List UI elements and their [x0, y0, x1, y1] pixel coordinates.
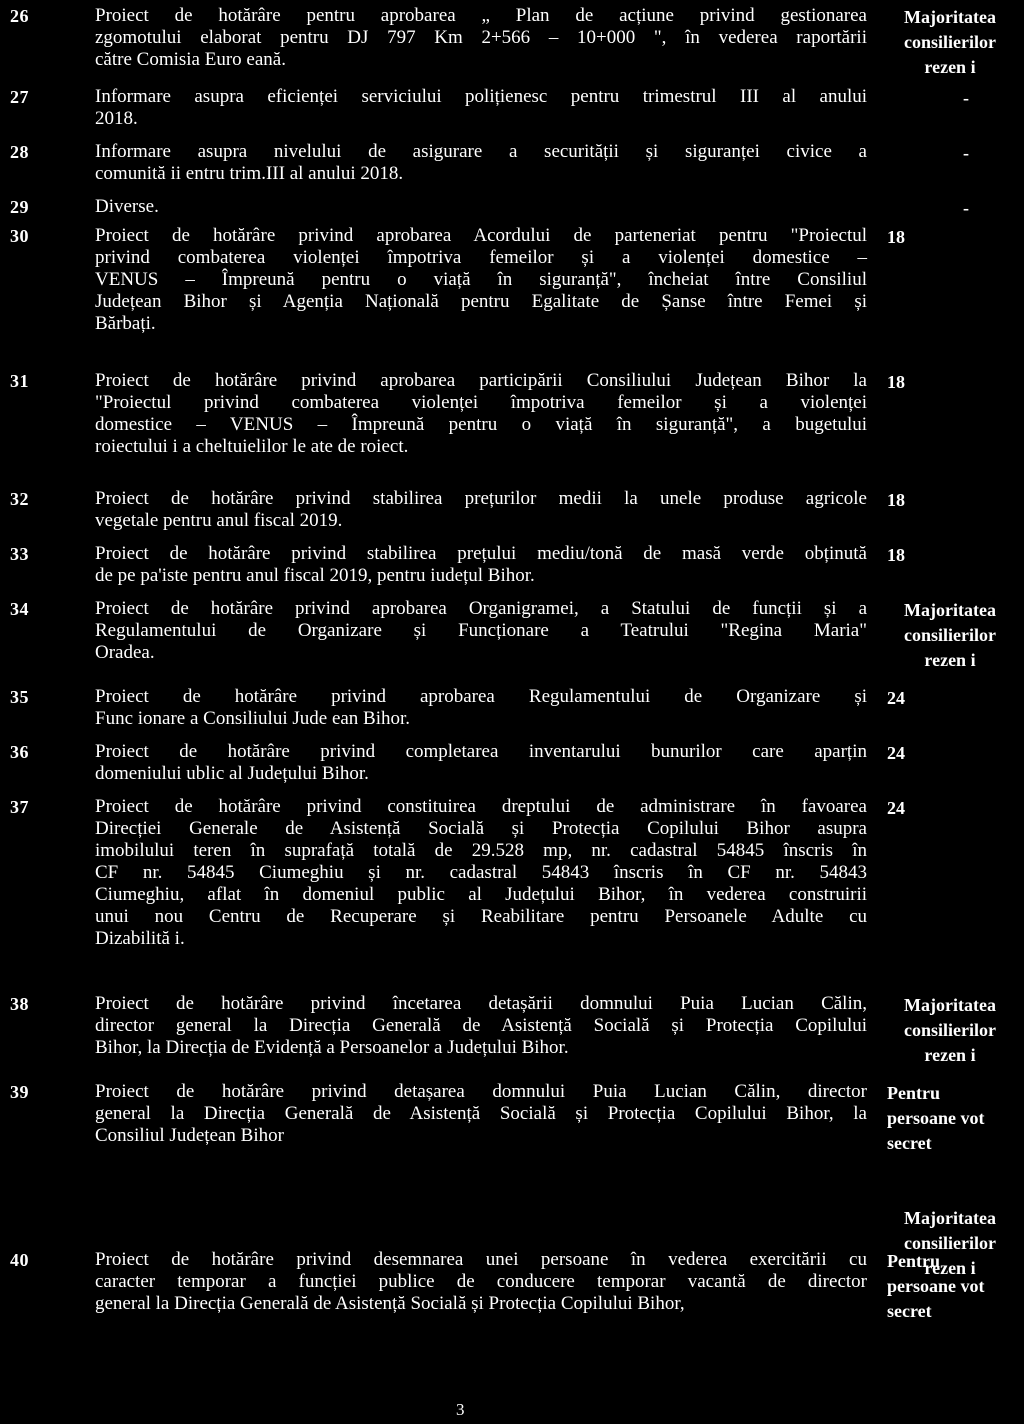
row-number: 33 — [10, 544, 29, 564]
vote-line: - — [963, 198, 969, 218]
text-line: Dizabilită i. — [95, 928, 185, 949]
text-line: unui nou Centru de Recuperare și Reabilitare pentru Persoanele Adulte cu — [95, 906, 867, 927]
text-line: Proiect de hotărâre privind desemnarea unei persoane în vederea exercitării cu — [95, 1249, 867, 1270]
text-line: Proiect de hotărâre privind constituirea dreptului de administrare în favoarea — [95, 796, 867, 817]
text-line: Bihor, la Direcția de Evidență a Persoanelor a Județului Bihor. — [95, 1037, 569, 1058]
vote-line: 18 — [887, 227, 905, 247]
text-line: Consiliul Județean Bihor — [95, 1125, 284, 1146]
vote-line: secret — [887, 1133, 932, 1153]
vote-line: - — [963, 88, 969, 108]
vote-line: Majoritatea — [904, 7, 996, 27]
text-line: Oradea. — [95, 642, 155, 663]
text-line: Ciumeghiu, aflat în domeniul public al Județului Bihor, în vederea construirii — [95, 884, 867, 905]
text-line: Județean Bihor și Agenția Națională pentru Egalitate de Șanse între Femei și — [95, 291, 867, 312]
text-line: CF nr. 54845 Ciumeghiu și nr. cadastral 54843 înscris în CF nr. 54843 — [95, 862, 867, 883]
text-line: VENUS – Împreună pentru o viață în siguranță", încheiat între Consiliul — [95, 269, 867, 290]
vote-line: Pentru — [887, 1083, 940, 1103]
vote-type — [887, 598, 1024, 673]
text-line: Informare asupra nivelului de asigurare a securității și siguranței civice a — [95, 141, 867, 162]
vote-line: 24 — [887, 688, 905, 708]
vote-type — [887, 543, 1024, 568]
agenda-item-text — [95, 543, 867, 587]
text-line: Proiect de hotărâre privind stabilirea prețului mediu/tonă de masă verde obținută — [95, 543, 867, 564]
row-number: 29 — [10, 197, 29, 217]
text-line: domeniului ublic al Județului Bihor. — [95, 763, 369, 784]
vote-line: Pentru — [887, 1251, 940, 1271]
vote-line: persoane vot — [887, 1108, 985, 1128]
row-number: 38 — [10, 994, 29, 1014]
vote-line: consilierilor — [904, 1020, 996, 1040]
vote-line: secret — [887, 1301, 932, 1321]
row-number: 28 — [10, 142, 29, 162]
agenda-item-text — [95, 141, 867, 185]
text-line: de pe pa'iste pentru anul fiscal 2019, pentru iudețul Bihor. — [95, 565, 535, 586]
vote-line: Majoritatea — [904, 600, 996, 620]
vote-line: consilierilor — [904, 1233, 996, 1253]
text-line: Diverse. — [95, 196, 159, 217]
vote-type — [887, 741, 1024, 766]
agenda-item-text — [95, 225, 867, 335]
text-line: către Comisia Euro eană. — [95, 49, 286, 70]
agenda-item-text — [95, 741, 867, 785]
text-line: Regulamentului de Organizare și Funcționare a Teatrului "Regina Maria" — [95, 620, 867, 641]
text-line: Func ionare a Consiliului Jude ean Bihor. — [95, 708, 411, 729]
row-number: 27 — [10, 87, 29, 107]
row-number: 34 — [10, 599, 29, 619]
text-line: caracter temporar a funcției publice de conducere temporar vacantă de director — [95, 1271, 867, 1292]
row-number: 36 — [10, 742, 29, 762]
vote-line: rezen i — [924, 57, 976, 77]
text-line: Proiect de hotărâre privind aprobarea participării Consiliului Județean Bihor la — [95, 370, 867, 391]
vote-type — [887, 370, 1024, 395]
vote-line: 18 — [887, 372, 905, 392]
text-line: comunită ii entru trim.III al anului 2018. — [95, 163, 404, 184]
vote-line — [887, 1156, 1024, 1181]
vote-type — [887, 1249, 1024, 1324]
text-line: zgomotului elaborat pentru DJ 797 Km 2+566 – 10+000 ", în vederea raportării — [95, 27, 867, 48]
vote-line: rezen i — [924, 1258, 976, 1278]
vote-type — [887, 86, 1024, 111]
text-line: Proiect de hotărâre privind completarea inventarului bunurilor care aparțin — [95, 741, 867, 762]
vote-type — [887, 488, 1024, 513]
vote-line: rezen i — [924, 650, 976, 670]
vote-type — [887, 141, 1024, 166]
agenda-item-text — [95, 488, 867, 532]
text-line: general la Direcția Generală de Asistență Socială și Protecția Copilului Bihor, — [95, 1293, 685, 1314]
row-number: 26 — [10, 6, 29, 26]
agenda-item-text — [95, 686, 867, 730]
text-line: Proiect de hotărâre privind aprobarea Acordului de parteneriat pentru "Proiectul — [95, 225, 867, 246]
text-line: "Proiectul privind combaterea violenței împotriva femeilor și a violenței — [95, 392, 867, 413]
agenda-item-text — [95, 1249, 867, 1315]
text-line: Proiect de hotărâre privind stabilirea prețurilor medii la unele produse agricole — [95, 488, 867, 509]
vote-line — [887, 1181, 1024, 1206]
vote-line: 18 — [887, 545, 905, 565]
text-line: Proiect de hotărâre privind aprobarea Regulamentului de Organizare și — [95, 686, 867, 707]
text-line: Proiect de hotărâre privind încetarea detașării domnului Puia Lucian Călin, — [95, 993, 867, 1014]
row-number: 30 — [10, 226, 29, 246]
text-line: Proiect de hotărâre privind detașarea domnului Puia Lucian Călin, director — [95, 1081, 867, 1102]
text-line: imobilului teren în suprafață totală de 29.528 mp, nr. cadastral 54845 înscris în — [95, 840, 867, 861]
text-line: Proiect de hotărâre privind aprobarea Organigramei, a Statului de funcții și a — [95, 598, 867, 619]
row-number: 40 — [10, 1250, 29, 1270]
vote-type — [887, 5, 1024, 80]
vote-line: Majoritatea — [904, 995, 996, 1015]
text-line: Direcției Generale de Asistență Socială și Protecția Copilului Bihor asupra — [95, 818, 867, 839]
agenda-item-text — [95, 1081, 867, 1147]
vote-line: 18 — [887, 490, 905, 510]
vote-type — [887, 686, 1024, 711]
text-line: Informare asupra eficienței serviciului polițienesc pentru trimestrul III al anului — [95, 86, 867, 107]
text-line: Proiect de hotărâre pentru aprobarea „ Plan de acțiune privind gestionarea — [95, 5, 867, 26]
row-number: 35 — [10, 687, 29, 707]
agenda-item-text — [95, 86, 867, 130]
vote-line: rezen i — [924, 1045, 976, 1065]
text-line: director general la Direcția Generală de Asistență Socială și Protecția Copilului — [95, 1015, 867, 1036]
text-line: Bărbați. — [95, 313, 156, 334]
agenda-item-text — [95, 993, 867, 1059]
vote-type — [887, 196, 1024, 221]
text-line: roiectului i a cheltuielilor le ate de roiect. — [95, 436, 409, 457]
text-line: domestice – VENUS – Împreună pentru o viață în siguranță", a bugetului — [95, 414, 867, 435]
vote-type — [887, 225, 1024, 250]
text-line: vegetale pentru anul fiscal 2019. — [95, 510, 343, 531]
agenda-item-text — [95, 196, 867, 218]
vote-line: 24 — [887, 743, 905, 763]
row-number: 32 — [10, 489, 29, 509]
row-number: 39 — [10, 1082, 29, 1102]
vote-type — [887, 993, 1024, 1068]
agenda-item-text — [95, 5, 867, 71]
row-number: 31 — [10, 371, 29, 391]
agenda-item-text — [95, 598, 867, 664]
text-line: general la Direcția Generală de Asistență Socială și Protecția Copilului Bihor, la — [95, 1103, 867, 1124]
vote-line: - — [963, 143, 969, 163]
page-number: 3 — [456, 1400, 465, 1419]
vote-line: persoane vot — [887, 1276, 985, 1296]
vote-line: Majoritatea — [904, 1208, 996, 1228]
text-line: privind combaterea violenței împotriva femeilor și a violenței domestice – — [95, 247, 867, 268]
agenda-item-text — [95, 370, 867, 458]
row-number: 37 — [10, 797, 29, 817]
text-line: 2018. — [95, 108, 138, 129]
agenda-item-text — [95, 796, 867, 950]
vote-line: 24 — [887, 798, 905, 818]
vote-type — [887, 796, 1024, 821]
vote-line: consilierilor — [904, 625, 996, 645]
vote-line: consilierilor — [904, 32, 996, 52]
